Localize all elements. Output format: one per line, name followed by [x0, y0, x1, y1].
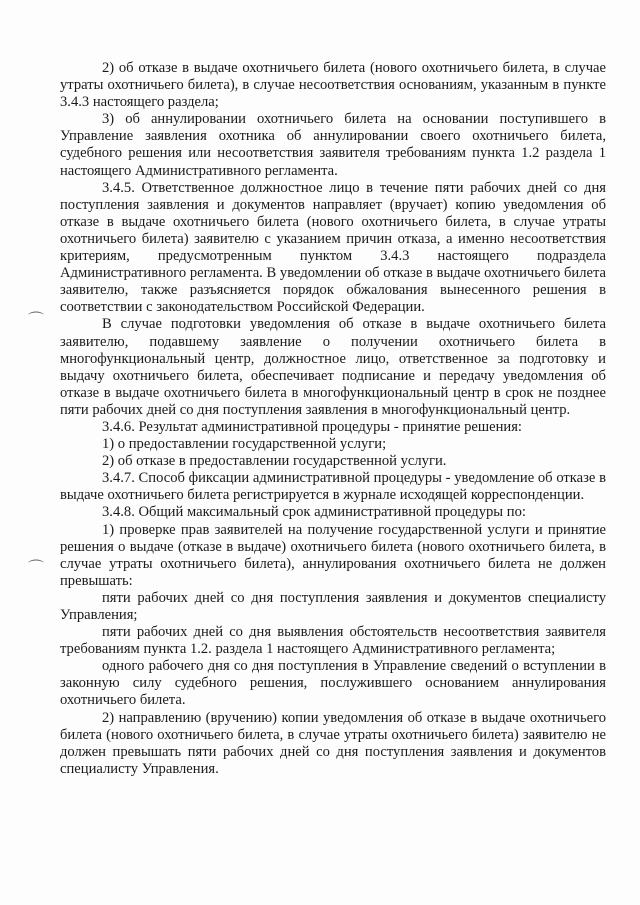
list-item-provision: 1) о предоставлении государственной услуги; — [102, 436, 387, 453]
paragraph-3-4-7: 3.4.7. Способ фиксации административной процедуры - уведомление об отказе в выдаче охотничьего билета регистрируется в журнале исходящей корреспонденции. — [60, 470, 606, 504]
paragraph-3-4-6: 3.4.6. Результат административной процедуры - принятие решения: — [102, 418, 522, 435]
paragraph-annulment: 3) об аннулировании охотничьего билета на основании поступившего в Управление заявления охотника об аннулировании своего охотничьего билета, судебного решения или несоответствия заявителя требованиям пункта 1.2 раздела 1 настоящего Административного регламента. — [60, 111, 606, 179]
list-item-rights-check: 1) проверке прав заявителей на получение государственной услуги и принятие решения о выдаче (отказе в выдаче) охотничьего билета (нового охотничьего билета, в случае утраты охотничьего билета), аннулирования охотничьего билета не должен превышать: — [60, 521, 606, 589]
list-item-notice-delivery: 2) направлению (вручению) копии уведомления об отказе в выдаче охотничьего билета (нового охотничьего билета, в случае утраты охотничьего билета) заявителю не должен превышать пяти рабочих дней со дня поступления заявления и документов специалисту Управления. — [60, 709, 606, 777]
paragraph-mfc-notice: В случае подготовки уведомления об отказе в выдаче охотничьего билета заявителю, подавшему заявление о получении охотничьего билета в многофункциональный центр, должностное лицо, ответственное за подготовку и выдачу охотничьего билета, обеспечивает подписание и передачу уведомления об отказе в выдаче охотничьего билета в многофункциональный центр в срок не позднее пяти рабочих дней со дня поступления заявления в многофункциональный центр. — [60, 316, 606, 418]
margin-mark: ⌒ — [28, 558, 45, 577]
paragraph-refusal: 2) об отказе в выдаче охотничьего билета (нового охотничьего билета, в случае утраты охотничьего билета), в случае несоответствия основаниям, указанным в пункте 3.4.3 настоящего раздела; — [60, 60, 606, 111]
document-body — [60, 60, 606, 778]
paragraph-term-five-days-detection: пяти рабочих дней со дня выявления обстоятельств несоответствия заявителя требованиям пункта 1.2. раздела 1 настоящего Административного регламента; — [60, 624, 606, 658]
paragraph-term-five-days-receipt: пяти рабочих дней со дня поступления заявления и документов специалисту Управления; — [60, 589, 606, 623]
paragraph-3-4-8: 3.4.8. Общий максимальный срок административной процедуры по: — [102, 504, 526, 521]
margin-mark: ⌒ — [28, 310, 45, 329]
paragraph-3-4-5: 3.4.5. Ответственное должностное лицо в течение пяти рабочих дней со дня поступления заявления и документов направляет (вручает) копию уведомления об отказе в выдаче охотничьего билета (нового охотничьего билета, в случае утраты охотничьего билета) заявителю с указанием причин отказа, а именно несоответствия критериям, предусмотренным пунктом 3.4.3 настоящего подраздела Административного регламента. В уведомлении об отказе в выдаче охотничьего билета заявителю, также разъясняется порядок обжалования вынесенного решения в соответствии с законодательством Российской Федерации. — [60, 179, 606, 316]
paragraph-term-one-day: одного рабочего дня со дня поступления в Управление сведений о вступлении в законную силу судебного решения, послужившего основанием аннулирования охотничьего билета. — [60, 658, 606, 709]
list-item-refusal: 2) об отказе в предоставлении государственной услуги. — [102, 453, 447, 470]
